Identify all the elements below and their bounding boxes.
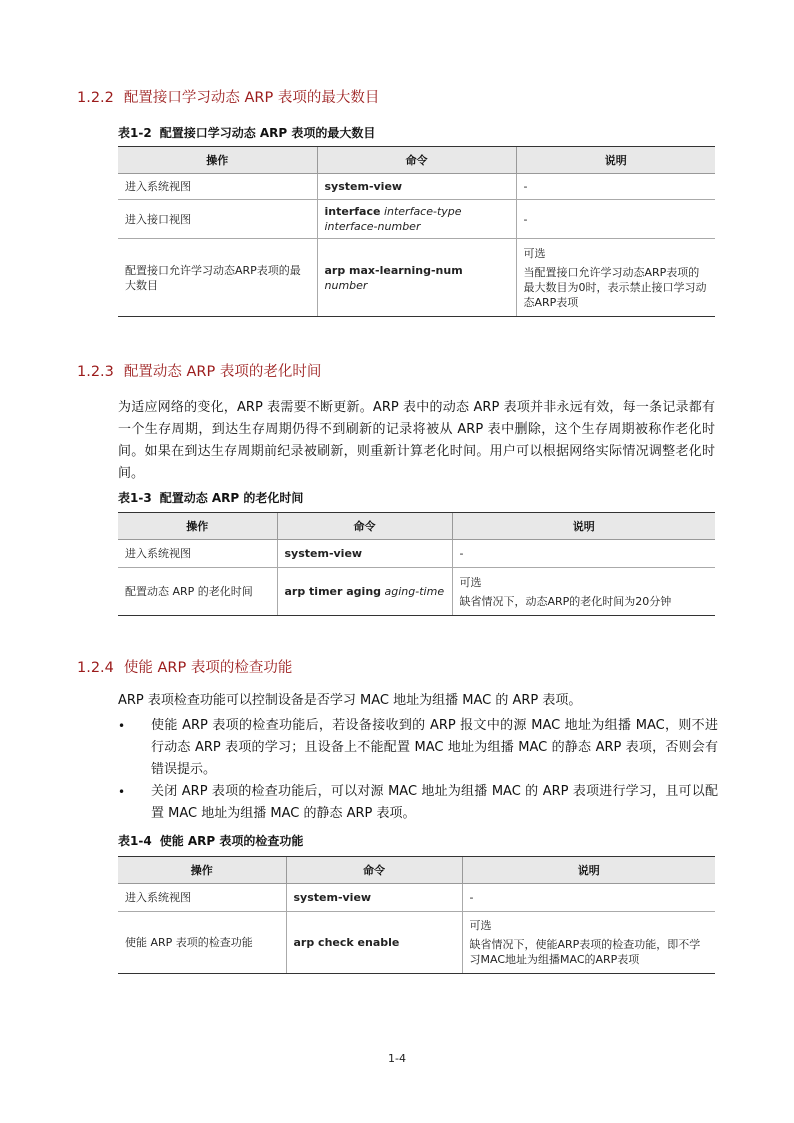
command-keyword: system-view xyxy=(324,180,403,193)
description-text: 缺省情况下，动态ARP的老化时间为20分钟 xyxy=(459,594,672,608)
description-text: 缺省情况下，使能ARP表项的检查功能，即不学习MAC地址为组播MAC的ARP表项 xyxy=(469,938,701,966)
header-command: 命令 xyxy=(277,513,452,540)
header-command: 命令 xyxy=(317,147,516,174)
table-caption-number: 表1-2 xyxy=(118,126,152,140)
header-description: 说明 xyxy=(452,513,715,540)
table-caption-number: 表1-3 xyxy=(118,491,152,505)
command-argument: interface-type interface-number xyxy=(324,205,462,233)
description-text: - xyxy=(469,891,474,904)
command-cell xyxy=(317,200,516,239)
bullet-item xyxy=(118,781,718,825)
command-keyword: interface xyxy=(324,205,381,218)
description-cell xyxy=(516,200,715,239)
table-row xyxy=(118,239,715,317)
command-cell xyxy=(317,239,516,317)
command-cell xyxy=(286,884,462,912)
header-operation: 操作 xyxy=(118,147,317,174)
table-header-row xyxy=(118,147,715,174)
command-keyword: system-view xyxy=(284,547,363,560)
bullet-item xyxy=(118,715,718,781)
section-title: 配置动态 ARP 表项的老化时间 xyxy=(123,364,322,380)
bullet-text: 使能 ARP 表项的检查功能后，若设备接收到的 ARP 报文中的源 MAC 地址为组播 MAC，则不进行动态 ARP 表项的学习；且设备上不能配置 MAC 地址为组播 MAC 的静态 ARP 表项，否则会有错误提示。 xyxy=(151,718,718,777)
table-row xyxy=(118,912,715,974)
description-cell xyxy=(452,568,715,616)
command-cell xyxy=(317,174,516,200)
command-cell xyxy=(277,568,452,616)
table-row xyxy=(118,540,715,568)
operation-cell: 进入系统视图 xyxy=(118,174,317,200)
section-number: 1.2.2 xyxy=(77,90,114,106)
section-number: 1.2.4 xyxy=(77,660,114,676)
operation-cell: 进入系统视图 xyxy=(118,540,277,568)
table-caption-1-3 xyxy=(118,489,303,506)
header-operation: 操作 xyxy=(118,857,286,884)
section-paragraph: 为适应网络的变化，ARP 表需要不断更新。ARP 表中的动态 ARP 表项并非永远有效，每一条记录都有一个生存周期，到达生存周期仍得不到刷新的记录将被从 ARP 表中删除，这个生存周期被称作老化时间。如果在到达生存周期前纪录被刷新，则重新计算老化时间。用户可以根据网络实际情况调整老化时间。 xyxy=(118,400,715,481)
description-cell xyxy=(462,884,715,912)
table-row xyxy=(118,568,715,616)
description-optional: 可选 xyxy=(459,575,482,589)
command-keyword: arp max-learning-num xyxy=(324,263,463,277)
operation-cell: 使能 ARP 表项的检查功能 xyxy=(118,912,286,974)
description-text: - xyxy=(459,547,464,560)
operation-cell: 进入系统视图 xyxy=(118,884,286,912)
header-description: 说明 xyxy=(516,147,715,174)
table-row xyxy=(118,174,715,200)
command-table-1-2 xyxy=(118,146,715,317)
description-text: - xyxy=(523,212,528,226)
description-cell xyxy=(516,239,715,317)
table-row xyxy=(118,200,715,239)
operation-cell: 配置动态 ARP 的老化时间 xyxy=(118,568,277,616)
command-cell xyxy=(277,540,452,568)
section-title: 使能 ARP 表项的检查功能 xyxy=(123,660,293,676)
command-keyword: system-view xyxy=(293,891,372,904)
header-operation: 操作 xyxy=(118,513,277,540)
description-cell xyxy=(462,912,715,974)
page-number: 1-4 xyxy=(388,1052,406,1065)
command-keyword: arp timer aging xyxy=(284,585,382,598)
header-command: 命令 xyxy=(286,857,462,884)
section-paragraph: ARP 表项检查功能可以控制设备是否学习 MAC 地址为组播 MAC 的 ARP 表项。 xyxy=(118,693,582,708)
operation-cell: 配置接口允许学习动态ARP表项的最大数目 xyxy=(118,239,317,317)
section-number: 1.2.3 xyxy=(77,364,114,380)
section-heading-1-2-2 xyxy=(77,86,379,107)
command-keyword: arp check enable xyxy=(293,936,400,949)
table-caption-number: 表1-4 xyxy=(118,834,152,848)
table-caption-1-4 xyxy=(118,832,303,849)
bullet-glyph: • xyxy=(118,785,126,799)
section-heading-1-2-3 xyxy=(77,360,321,381)
bullet-glyph: • xyxy=(118,719,126,733)
command-table-1-4 xyxy=(118,856,715,974)
command-cell xyxy=(286,912,462,974)
description-optional: 可选 xyxy=(469,919,492,932)
table-header-row xyxy=(118,857,715,884)
table-caption-title: 配置动态 ARP 的老化时间 xyxy=(159,491,304,505)
table-row xyxy=(118,884,715,912)
description-optional: 可选 xyxy=(523,246,546,260)
command-table-1-3 xyxy=(118,512,715,616)
table-caption-title: 配置接口学习动态 ARP 表项的最大数目 xyxy=(159,126,376,140)
command-argument: number xyxy=(324,278,368,292)
table-header-row xyxy=(118,513,715,540)
section-title: 配置接口学习动态 ARP 表项的最大数目 xyxy=(123,90,380,106)
description-cell xyxy=(452,540,715,568)
description-text: 当配置接口允许学习动态ARP表项的最大数目为0时，表示禁止接口学习动态ARP表项 xyxy=(523,265,707,309)
operation-cell: 进入接口视图 xyxy=(118,200,317,239)
table-caption-title: 使能 ARP 表项的检查功能 xyxy=(159,834,304,848)
description-cell xyxy=(516,174,715,200)
command-argument: aging-time xyxy=(384,585,445,598)
bullet-text: 关闭 ARP 表项的检查功能后，可以对源 MAC 地址为组播 MAC 的 ARP 表项进行学习，且可以配置 MAC 地址为组播 MAC 的静态 ARP 表项。 xyxy=(151,784,718,821)
header-description: 说明 xyxy=(462,857,715,884)
section-heading-1-2-4 xyxy=(77,656,292,677)
table-caption-1-2 xyxy=(118,124,375,141)
description-text: - xyxy=(523,180,528,193)
